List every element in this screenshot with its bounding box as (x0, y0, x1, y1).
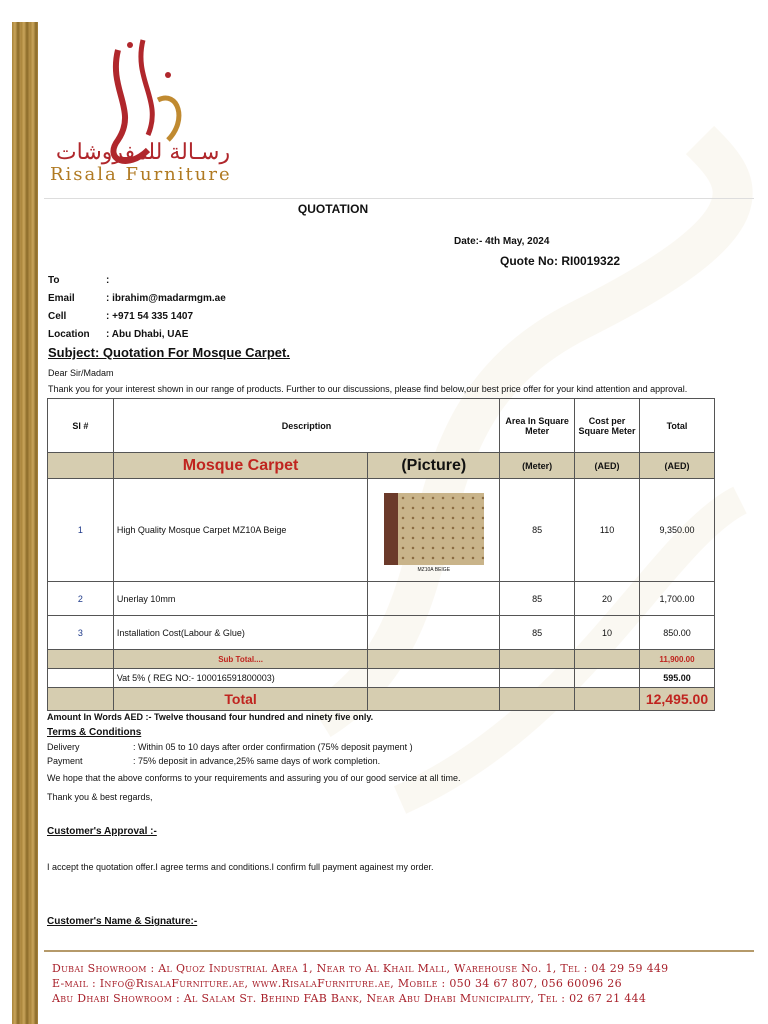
total-unit: (AED) (640, 453, 715, 479)
total-empty (500, 688, 575, 711)
subtotal-label: Sub Total.... (113, 650, 368, 669)
vat-row (48, 669, 715, 688)
row-picture-empty (368, 616, 500, 650)
decorative-gold-border (12, 22, 38, 1024)
terms-delivery (47, 742, 413, 752)
row-sl: 2 (48, 582, 114, 616)
row-total: 850.00 (640, 616, 715, 650)
total-label: Total (113, 688, 368, 711)
row-description: Installation Cost(Labour & Glue) (113, 616, 368, 650)
customer-signature-title: Customer's Name & Signature:- (47, 916, 198, 927)
recipient-to (48, 272, 226, 290)
vat-empty (48, 669, 114, 688)
recipient-value: : +971 54 335 1407 (106, 311, 194, 322)
table-row (48, 582, 715, 616)
footer-contact: E-mail : Info@RisalaFurniture.ae, www.RisalaFurniture.ae, Mobile : 050 34 67 807, 056 60096 26 (52, 977, 622, 990)
total-row (48, 688, 715, 711)
quotation-table (47, 398, 715, 711)
footer-abudhabi-showroom: Abu Dhabi Showroom : Al Salam St. Behind FAB Bank, Near Abu Dhabi Municipality, Tel : 02 67 21 444 (52, 992, 647, 1005)
total-empty (575, 688, 640, 711)
recipient-label: Email (48, 293, 75, 304)
recipient-cell (48, 308, 226, 326)
row-total: 1,700.00 (640, 582, 715, 616)
footer-dubai-showroom: Dubai Showroom : Al Quoz Industrial Area 1, Near to Al Khail Mall, Warehouse No. 1, Tel : 04 29 59 449 (52, 962, 669, 975)
row-sl: 3 (48, 616, 114, 650)
row-cost: 10 (575, 616, 640, 650)
category-band-row (48, 453, 715, 479)
subtotal-empty (500, 650, 575, 669)
header-cost: Cost per Square Meter (575, 399, 640, 453)
carpet-picture-cell (368, 479, 500, 582)
logo-english-text: Risala Furniture (50, 164, 232, 185)
subtotal-row (48, 650, 715, 669)
row-area: 85 (500, 479, 575, 582)
closing-text: We hope that the above conforms to your requirements and assuring you of our good service at all time. (47, 773, 461, 783)
row-cost: 110 (575, 479, 640, 582)
row-area: 85 (500, 582, 575, 616)
recipient-location (48, 326, 226, 344)
carpet-image-caption: MZ10A BEIGE (417, 567, 451, 573)
vat-empty (575, 669, 640, 688)
carpet-sample-image (384, 493, 484, 565)
header-sl: Sl # (48, 399, 114, 453)
band-empty (48, 453, 114, 479)
table-row (48, 616, 715, 650)
recipient-label: Cell (48, 311, 67, 322)
regards-text: Thank you & best regards, (47, 792, 153, 802)
logo-arabic-text: رسـالة للمفروشات (55, 140, 231, 165)
category-name: Mosque Carpet (113, 453, 368, 479)
row-total: 9,350.00 (640, 479, 715, 582)
vat-empty (368, 669, 500, 688)
recipient-label: To (48, 275, 60, 286)
row-description: Unerlay 10mm (113, 582, 368, 616)
quote-number: Quote No: RI0019322 (500, 254, 621, 268)
intro-text: Thank you for your interest shown in our range of products. Further to our discussions, please find below,our best price offer for your kind attention and approval. (48, 384, 688, 394)
subtotal-empty (575, 650, 640, 669)
total-value: 12,495.00 (640, 688, 715, 711)
salutation: Dear Sir/Madam (48, 368, 114, 378)
vat-empty (500, 669, 575, 688)
recipient-email (48, 290, 226, 308)
subtotal-value: 11,900.00 (640, 650, 715, 669)
header-area: Area In Square Meter (500, 399, 575, 453)
total-empty (48, 688, 114, 711)
row-picture-empty (368, 582, 500, 616)
recipient-info (48, 272, 226, 344)
recipient-label: Location (48, 329, 90, 340)
terms-label: Payment (47, 756, 83, 766)
recipient-value: : ibrahim@madarmgm.ae (106, 293, 226, 304)
terms-value: : 75% deposit in advance,25% same days of work completion. (133, 756, 381, 766)
acceptance-text: I accept the quotation offer.I agree terms and conditions.I confirm full payment againest my order. (47, 862, 434, 872)
picture-label: (Picture) (368, 453, 500, 479)
subtotal-empty (48, 650, 114, 669)
vat-value: 595.00 (640, 669, 715, 688)
subject-line: Subject: Quotation For Mosque Carpet. (48, 345, 290, 360)
cost-unit: (AED) (575, 453, 640, 479)
amount-in-words: Amount In Words AED :- Twelve thousand four hundred and ninety five only. (47, 712, 374, 722)
document-title: QUOTATION (297, 202, 369, 216)
header-total: Total (640, 399, 715, 453)
customer-approval-title: Customer's Approval :- (47, 826, 157, 837)
row-cost: 20 (575, 582, 640, 616)
total-empty (368, 688, 500, 711)
header-description: Description (113, 399, 499, 453)
row-area: 85 (500, 616, 575, 650)
row-description: High Quality Mosque Carpet MZ10A Beige (113, 479, 368, 582)
recipient-value: : (106, 275, 110, 286)
terms-value: : Within 05 to 10 days after order confirmation (75% deposit payment ) (133, 742, 413, 752)
vat-label: Vat 5% ( REG NO:- 100016591800003) (113, 669, 368, 688)
terms-label: Delivery (47, 742, 80, 752)
area-unit: (Meter) (500, 453, 575, 479)
quote-date: Date:- 4th May, 2024 (454, 236, 550, 247)
table-row (48, 479, 715, 582)
table-header-row (48, 399, 715, 453)
terms-payment (47, 756, 380, 766)
recipient-value: : Abu Dhabi, UAE (106, 329, 189, 340)
subtotal-empty (368, 650, 500, 669)
header-divider (44, 198, 754, 199)
footer-divider (44, 950, 754, 952)
row-sl: 1 (48, 479, 114, 582)
terms-title: Terms & Conditions (47, 727, 142, 738)
